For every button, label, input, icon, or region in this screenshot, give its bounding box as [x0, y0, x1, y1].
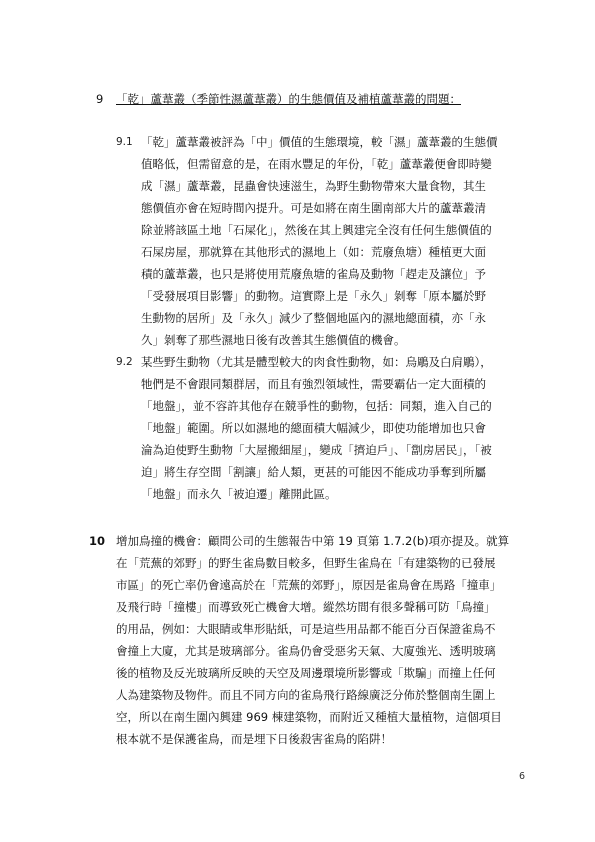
section-9-heading: 「乾」蘆葦叢（季節性濕蘆葦叢）的生態價值及補植蘆葦叢的問題：	[116, 92, 461, 106]
section-10-first-line: 增加鳥撞的機會：顧問公司的生態報告中第 19 頁第 1.7.2(b)項亦提及。就算	[116, 534, 510, 548]
paragraph-line: 成「濕」蘆葦叢，昆蟲會快速滋生，為野生動物帶來大量食物，其生	[141, 179, 486, 193]
paragraph-line: 空，所以在南生圍內興建 969 棟建築物，而附近又種植大量植物，這個項目	[116, 710, 502, 724]
paragraph-9-2-number: 9.2	[116, 356, 133, 368]
page-number: 6	[519, 771, 526, 782]
paragraph-line: 久」剝奪了那些濕地日後有改善其生態價值的機會。	[141, 333, 406, 347]
paragraph-line: 石屎房屋，那就算在其他形式的濕地上（如：荒廢魚塘）種植更大面	[141, 245, 486, 259]
paragraph-line: 在「荒蕪的郊野」的野生雀鳥數目較多，但野生雀鳥在「有建築物的已發展	[116, 556, 496, 570]
paragraph-line: 值略低，但需留意的是，在雨水豐足的年份，「乾」蘆葦叢便會即時變	[141, 157, 492, 171]
paragraph-line: 會撞上大廈，尤其是玻璃部分。雀鳥仍會受惡劣天氣、大廈強光、透明玻璃	[116, 644, 496, 658]
paragraph-line: 除並將該區土地「石屎化」，然後在其上興建完全沒有任何生態價值的	[141, 223, 492, 237]
paragraph-line: 生動物的居所」及「永久」減少了整個地區內的濕地總面積，亦「永	[141, 311, 486, 325]
paragraph-line: 「受發展項目影響」的動物。這實際上是「永久」剝奪「原本屬於野	[141, 289, 486, 303]
paragraph-line: 積的蘆葦叢，也只是將使用荒廢魚塘的雀鳥及動物「趕走及讓位」予	[141, 267, 486, 281]
paragraph-line: 「地盤」而永久「被迫遷」離開此區。	[141, 487, 337, 501]
paragraph-line: 態價值亦會在短時間內提升。可是如將在南生圍南部大片的蘆葦叢清	[141, 201, 486, 215]
section-10-number: 10	[89, 534, 106, 548]
paragraph-line: 後的植物及反光玻璃所反映的天空及周邊環境所影響或「欺騙」而撞上任何	[116, 666, 496, 680]
paragraph-line: 「乾」蘆葦叢被評為「中」價值的生態環境，較「濕」蘆葦叢的生態價	[141, 135, 498, 149]
paragraph-line: 「地盤」，並不容許其他存在競爭性的動物，包括：同類，進入自己的	[141, 399, 492, 413]
paragraph-line: 的用品，例如：大眼睛或隼形貼紙，可是這些用品都不能百分百保證雀鳥不	[116, 622, 496, 636]
paragraph-line-with-heading	[116, 530, 509, 552]
paragraph-line: 迫」將生存空間「割讓」給人類，更甚的可能因不能成功爭奪到所屬	[141, 465, 486, 479]
paragraph-9-1-number: 9.1	[116, 136, 133, 148]
section-9-number: 9	[96, 92, 104, 106]
paragraph-line: 「地盤」範圍。所以如濕地的總面積大幅減少，即使功能增加也只會	[141, 421, 486, 435]
paragraph-line: 市區」的死亡率仍會遠高於在「荒蕪的郊野」，原因是雀鳥會在馬路「撞車」	[116, 578, 502, 592]
paragraph-line: 某些野生動物（尤其是體型較大的肉食性動物，如：烏鵰及白肩鵰），	[141, 355, 492, 369]
paragraph-line: 人為建築物及物件。而且不同方向的雀鳥飛行路線廣泛分佈於整個南生圍上	[116, 688, 496, 702]
paragraph-line: 牠們是不會跟同類群居，而且有強烈領域性，需要霸佔一定大面積的	[141, 377, 486, 391]
paragraph-line: 根本就不是保護雀鳥，而是埋下日後殺害雀鳥的陷阱！	[116, 732, 392, 746]
paragraph-line: 及飛行時「撞樓」而導致死亡機會大增。縱然坊間有很多聲稱可防「鳥撞」	[116, 600, 496, 614]
paragraph-line: 淪為迫使野生動物「大屋搬細屋」，變成「擠迫戶」、「劏房居民」，「被	[141, 443, 492, 457]
